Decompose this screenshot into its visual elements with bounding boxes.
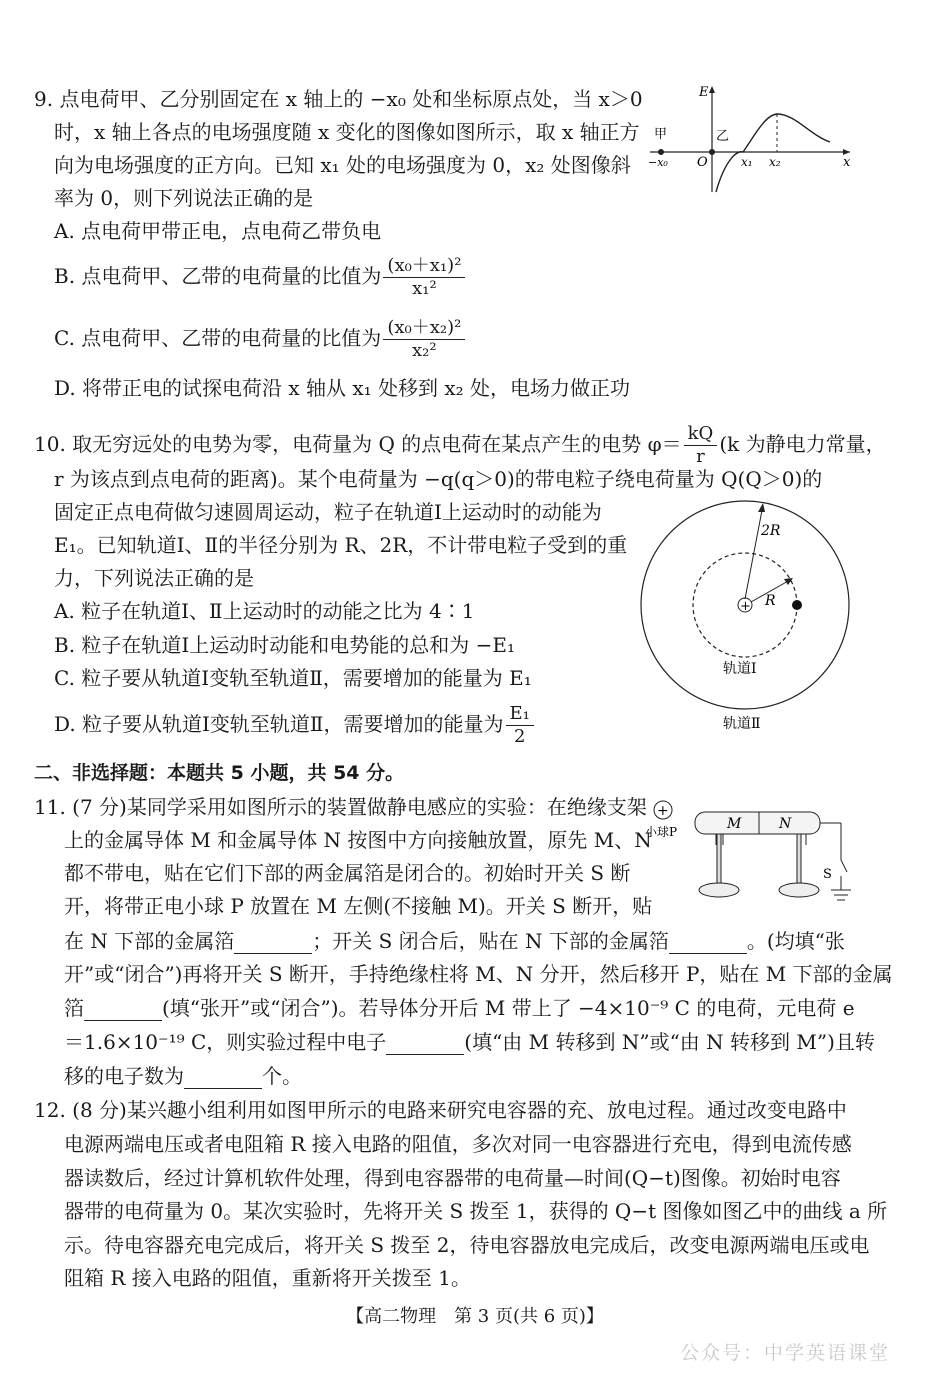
base-left: [699, 883, 739, 897]
q11-line-1: 11. (7 分)某同学采用如图所示的装置做静电感应的实验：在绝缘支架: [34, 795, 647, 819]
q11-blank-1[interactable]: [234, 933, 312, 954]
q11-line-8-b: (填“由 M 转移到 N”或“由 N 转移到 M”)且转: [464, 1030, 875, 1054]
q9-line-2: 时，x 轴上各点的电场强度随 x 变化的图像如图所示，取 x 轴正方: [54, 120, 640, 144]
q11-line-4: 开，将带正电小球 P 放置在 M 左侧(不接触 M)。开关 S 断开，贴: [64, 894, 653, 918]
section-2-heading: 二、非选择题：本题共 5 小题，共 54 分。: [34, 762, 405, 784]
q9-option-b: [54, 252, 467, 300]
q9-option-b-text: B. 点电荷甲、乙带的电荷量的比值为: [54, 264, 382, 288]
q12-line-2: 电源两端电压或者电阻箱 R 接入电路的阻值，多次对同一电容器进行充电，得到电流传感: [64, 1132, 852, 1156]
watermark: 公众号：中学英语课堂: [679, 1342, 890, 1364]
conductor-n-label: N: [779, 816, 792, 832]
q11-line-9: [64, 1063, 302, 1089]
q10-option-d-numerator: E₁: [506, 703, 534, 726]
q9-option-d: D. 将带正电的试探电荷沿 x 轴从 x₁ 处移到 x₂ 处，电场力做正功: [54, 376, 631, 400]
q10-potential-denominator: r: [696, 446, 705, 467]
q9-option-c-fraction: [383, 317, 465, 362]
support-left: [717, 834, 721, 886]
graph-label-x: x: [843, 155, 851, 170]
q11-line-2: 上的金属导体 M 和金属导体 N 按图中方向接触放置，原先 M、N: [64, 828, 652, 852]
q11-line-9-b: 个。: [262, 1064, 302, 1088]
label-orbit-2: 轨道Ⅱ: [723, 716, 761, 732]
base-right: [779, 883, 819, 897]
q9-line-4: 率为 0，则下列说法正确的是: [54, 186, 314, 210]
q11-line-5-b: ；开关 S 闭合后，贴在 N 下部的金属箔: [312, 929, 669, 953]
q11-line-8-a: ＝1.6×10⁻¹⁹ C，则实验过程中电子: [64, 1030, 387, 1054]
q11-blank-3[interactable]: [84, 1000, 162, 1021]
q10-orbit-figure: [635, 495, 855, 740]
label-orbit-1: 轨道Ⅰ: [723, 661, 757, 677]
q9-option-c: [54, 314, 467, 362]
graph-label-origin: O: [697, 155, 708, 170]
q9-option-c-text: C. 点电荷甲、乙带的电荷量的比值为: [54, 326, 382, 350]
q11-line-7-a: 箔: [64, 996, 84, 1020]
q9-option-b-numerator: (x₀＋x₁)²: [383, 255, 465, 278]
q11-line-6: 开”或“闭合”)再将开关 S 断开，手持绝缘柱将 M、N 分开，然后移开 P，贴在 M 下部的金属: [64, 962, 893, 986]
q10-option-a: A. 粒子在轨道Ⅰ、Ⅱ上运动时的动能之比为 4∶1: [54, 599, 475, 623]
q11-apparatus-figure: [643, 790, 863, 920]
q10-line-4: E₁。已知轨道Ⅰ、Ⅱ的半径分别为 R、2R，不计带电粒子受到的重: [54, 533, 628, 557]
q11-line-7-b: (填“张开”或“闭合”)。若导体分开后 M 带上了 −4×10⁻⁹ C 的电荷，元电荷 e: [162, 996, 855, 1020]
label-r: R: [765, 593, 776, 609]
q10-potential-fraction: [684, 423, 718, 468]
q10-option-b: B. 粒子在轨道Ⅰ上运动时动能和电势能的总和为 −E₁: [54, 633, 516, 657]
q11-line-5-c: 。(均填“张: [746, 929, 845, 953]
graph-label-x2: x₂: [769, 155, 781, 169]
q10-line-5: 力，下列说法正确的是: [54, 566, 254, 590]
efield-curve: [716, 114, 830, 192]
conductor-m-label: M: [727, 816, 742, 832]
q12-line-6: 阻箱 R 接入电路的阻值，重新将开关拨至 1。: [64, 1266, 471, 1290]
q9-line-3: 向为电场强度的正方向。已知 x₁ 处的电场强度为 0，x₂ 处图像斜: [54, 153, 631, 177]
ball-p-sign: +: [657, 803, 669, 819]
radius-2r-arrow: [745, 505, 763, 599]
graph-label-jia: 甲: [654, 127, 668, 142]
switch-s-label: S: [823, 867, 832, 882]
support-right: [797, 834, 801, 886]
q11-line-5-a: 在 N 下部的金属箔: [64, 929, 235, 953]
q11-line-3: 都不带电，贴在它们下部的两金属箔是闭合的。初始时开关 S 断: [64, 861, 631, 885]
e-axis-arrow-icon: [709, 86, 715, 93]
label-2r: 2R: [761, 523, 781, 539]
q10-line-1: [34, 420, 886, 468]
q12-line-3: 器读数后，经过计算机软件处理，得到电容器带的电荷量—时间(Q−t)图像。初始时电容: [64, 1166, 841, 1190]
q11-line-8: [64, 1029, 875, 1055]
q9-line-1: 9. 点电荷甲、乙分别固定在 x 轴上的 −x₀ 处和坐标原点处，当 x＞0: [34, 87, 643, 111]
q10-line-2: r 为该点到点电荷的距离)。某个电荷量为 −q(q＞0)的带电粒子绕电荷量为 Q(Q＞0)的: [54, 467, 823, 491]
q12-line-1: 12. (8 分)某兴趣小组利用如图甲所示的电路来研究电容器的充、放电过程。通过改变电路中: [34, 1098, 847, 1122]
q9-option-c-numerator: (x₀＋x₂)²: [383, 317, 465, 340]
q10-option-d-fraction: [506, 703, 534, 748]
q10-line-1-start: 10. 取无穷远处的电势为零，电荷量为 Q 的点电荷在某点产生的电势 φ＝: [34, 432, 682, 456]
graph-label-neg-x0: −x₀: [648, 156, 668, 169]
particle-dot: [792, 600, 802, 610]
charge-jia-dot: [658, 149, 664, 155]
charge-yi-dot: [709, 149, 715, 155]
q10-option-d: [54, 700, 536, 748]
q11-line-5: [64, 928, 845, 954]
q10-option-d-denominator: 2: [513, 726, 526, 747]
q11-line-9-a: 移的电子数为: [64, 1064, 184, 1088]
q11-blank-4[interactable]: [386, 1034, 464, 1055]
radius-2r-arrow-icon: [758, 503, 765, 512]
q11-line-7: [64, 995, 855, 1021]
positive-charge-sign: +: [740, 599, 751, 614]
q12-line-5: 示。待电容器充电完成后，将开关 S 拨至 2，待电容器放电完成后，改变电源两端电压或电: [64, 1233, 870, 1257]
ball-p-label: 小球P: [645, 825, 678, 839]
q10-option-d-text: D. 粒子要从轨道Ⅰ变轨至轨道Ⅱ，需要增加的能量为: [54, 712, 504, 736]
switch-lever: [841, 860, 847, 872]
q12-line-4: 器带的电荷量为 0。某次实验时，先将开关 S 拨至 1，获得的 Q−t 图像如图乙中的曲线 a 所: [64, 1199, 888, 1223]
graph-label-yi: 乙: [716, 129, 730, 144]
q11-blank-5[interactable]: [184, 1068, 262, 1089]
q10-line-3: 固定正点电荷做匀速圆周运动，粒子在轨道Ⅰ上运动时的动能为: [54, 500, 602, 524]
q9-option-b-fraction: [383, 255, 465, 300]
graph-label-e: E: [699, 85, 709, 100]
conductor-body: [695, 812, 820, 834]
graph-label-x1: x₁: [741, 155, 753, 169]
q10-option-c: C. 粒子要从轨道Ⅰ变轨至轨道Ⅱ，需要增加的能量为 E₁: [54, 666, 532, 690]
q9-efield-graph: [645, 80, 860, 195]
q9-option-a: A. 点电荷甲带正电，点电荷乙带负电: [54, 219, 382, 243]
page-footer: 【高二物理 第 3 页(共 6 页)】: [346, 1306, 604, 1327]
q9-option-c-denominator: x₂²: [412, 340, 437, 361]
q10-potential-numerator: kQ: [684, 423, 718, 446]
q9-option-b-denominator: x₁²: [412, 278, 437, 299]
q11-blank-2[interactable]: [669, 933, 747, 954]
q10-line-1-end: (k 为静电力常量，: [719, 432, 886, 456]
